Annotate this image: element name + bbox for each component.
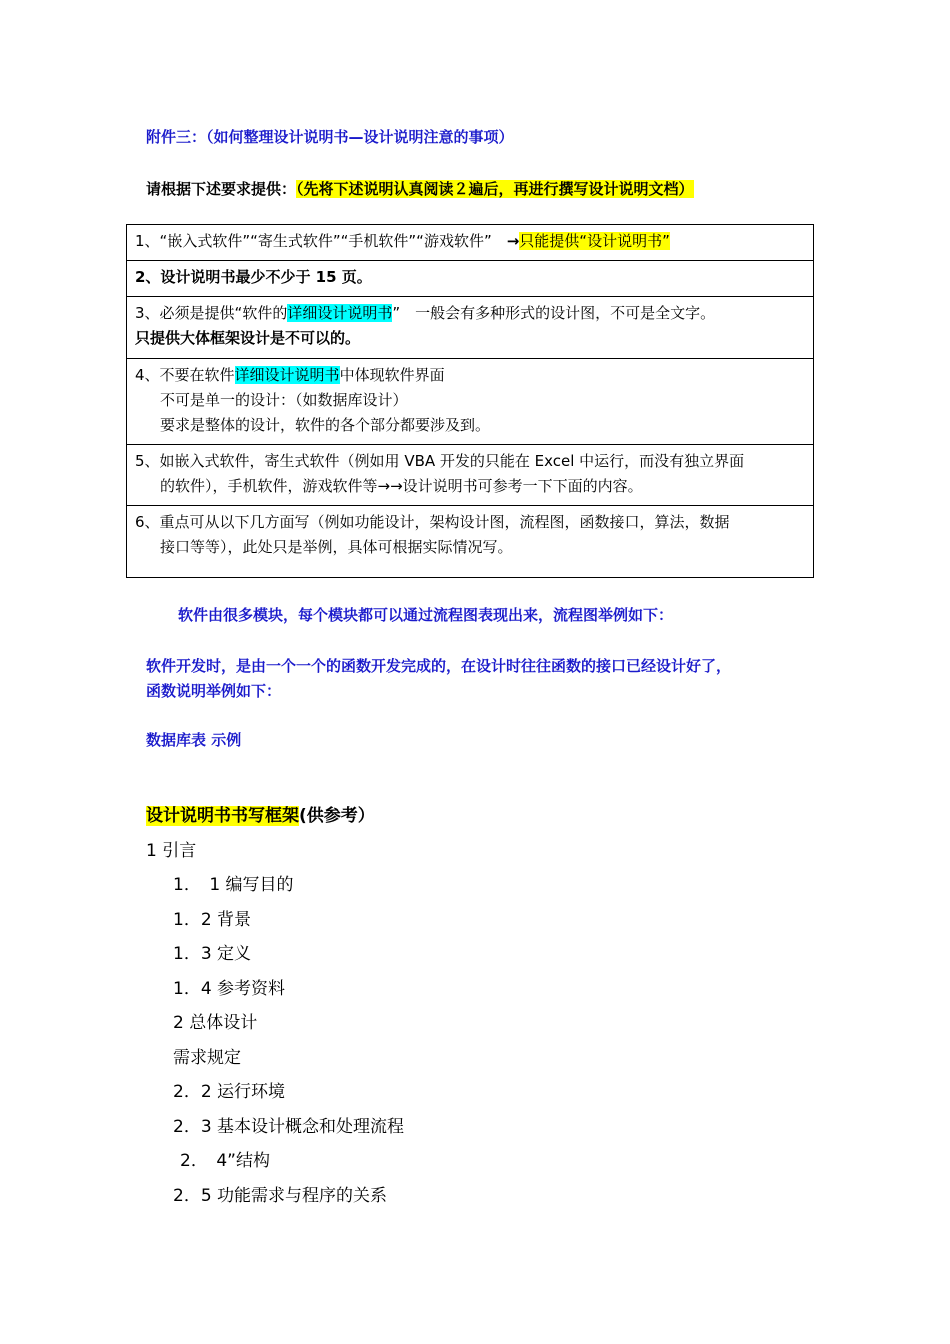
requirement-3-line2: 只提供大体框架设计是不可以的。 xyxy=(135,329,361,347)
function-note-line1: 软件开发时，是由一个一个的函数开发完成的，在设计时往往函数的接口已经设计好了， xyxy=(146,657,732,675)
requirement-4-line2: 不可是单一的设计：（如数据库设计） xyxy=(160,391,408,409)
intro-prefix: 请根据下述要求提供： xyxy=(146,180,297,198)
function-note-line2: 函数说明举例如下： xyxy=(146,682,282,700)
requirement-4-suffix: 中体现软件界面 xyxy=(339,366,445,384)
outline-item: 需求规定 xyxy=(173,1048,241,1068)
requirement-5-line1: 5、如嵌入式软件，寄生式软件（例如用 VBA 开发的只能在 Excel 中运行，而没有独立界面 xyxy=(135,452,745,470)
requirements-table xyxy=(126,224,814,578)
requirement-4-prefix: 4、不要在软件 xyxy=(135,366,235,384)
requirement-6 xyxy=(127,506,814,578)
requirement-3-line1 xyxy=(135,301,805,326)
requirement-2: 2、设计说明书最少不少于 15 页。 xyxy=(127,261,814,297)
arrow-icon: → xyxy=(506,232,520,250)
page-title: 附件三：（如何整理设计说明书—设计说明注意的事项） xyxy=(146,128,514,146)
outline-item: 2 总体设计 xyxy=(173,1013,258,1033)
requirement-3-suffix: ” 一般会有多种形式的设计图，不可是全文字。 xyxy=(392,304,716,322)
table-row xyxy=(127,261,814,297)
outline-item: 1． 1 编写目的 xyxy=(173,875,294,895)
framework-title xyxy=(146,801,375,826)
outline-item: 2．5 功能需求与程序的关系 xyxy=(173,1186,388,1206)
outline-item: 1 引言 xyxy=(146,841,197,861)
table-row xyxy=(127,506,814,578)
flow-chart-note: 软件由很多模块，每个模块都可以通过流程图表现出来，流程图举例如下： xyxy=(178,606,674,624)
framework-title-highlight: 设计说明书书写框架 xyxy=(146,806,299,826)
table-row xyxy=(127,359,814,445)
requirement-4-line3: 要求是整体的设计，软件的各个部分都要涉及到。 xyxy=(160,416,491,434)
requirement-6-line2: 接口等等），此处只是举例，具体可根据实际情况写。 xyxy=(160,538,513,556)
requirement-1-text: 1、“嵌入式软件”“寄生式软件”“手机软件”“游戏软件” xyxy=(135,232,507,250)
requirement-4-line1 xyxy=(135,363,805,388)
outline-item: 1．3 定义 xyxy=(173,944,252,964)
outline-item: 2．3 基本设计概念和处理流程 xyxy=(173,1117,405,1137)
outline-item: 1．2 背景 xyxy=(173,910,252,930)
requirement-6-line1: 6、重点可从以下几方面写（例如功能设计，架构设计图，流程图，函数接口，算法，数据 xyxy=(135,513,730,531)
requirement-4 xyxy=(127,359,814,445)
framework-title-suffix: (供参考） xyxy=(299,806,375,826)
outline-item: 2． 4”结构 xyxy=(180,1151,270,1171)
table-row xyxy=(127,297,814,359)
requirement-3-prefix: 3、必须是提供“软件的 xyxy=(135,304,288,322)
requirement-3 xyxy=(127,297,814,359)
outline-item: 2．2 运行环境 xyxy=(173,1082,286,1102)
requirement-4-highlight: 详细设计说明书 xyxy=(234,366,340,384)
requirement-3-highlight: 详细设计说明书 xyxy=(287,304,393,322)
database-example-label: 数据库表 示例 xyxy=(146,731,242,749)
requirement-5-line2: 的软件），手机软件，游戏软件等→→设计说明书可参考一下下面的内容。 xyxy=(160,477,643,495)
requirement-1-highlight: 只能提供“设计说明书” xyxy=(519,232,670,250)
requirement-5 xyxy=(127,445,814,506)
requirement-1 xyxy=(127,225,814,261)
intro-line xyxy=(146,178,694,199)
outline-item: 1．4 参考资料 xyxy=(173,979,286,999)
table-row xyxy=(127,445,814,506)
intro-highlight: （先将下述说明认真阅读２遍后，再进行撰写设计说明文档） xyxy=(296,180,694,198)
table-row xyxy=(127,225,814,261)
